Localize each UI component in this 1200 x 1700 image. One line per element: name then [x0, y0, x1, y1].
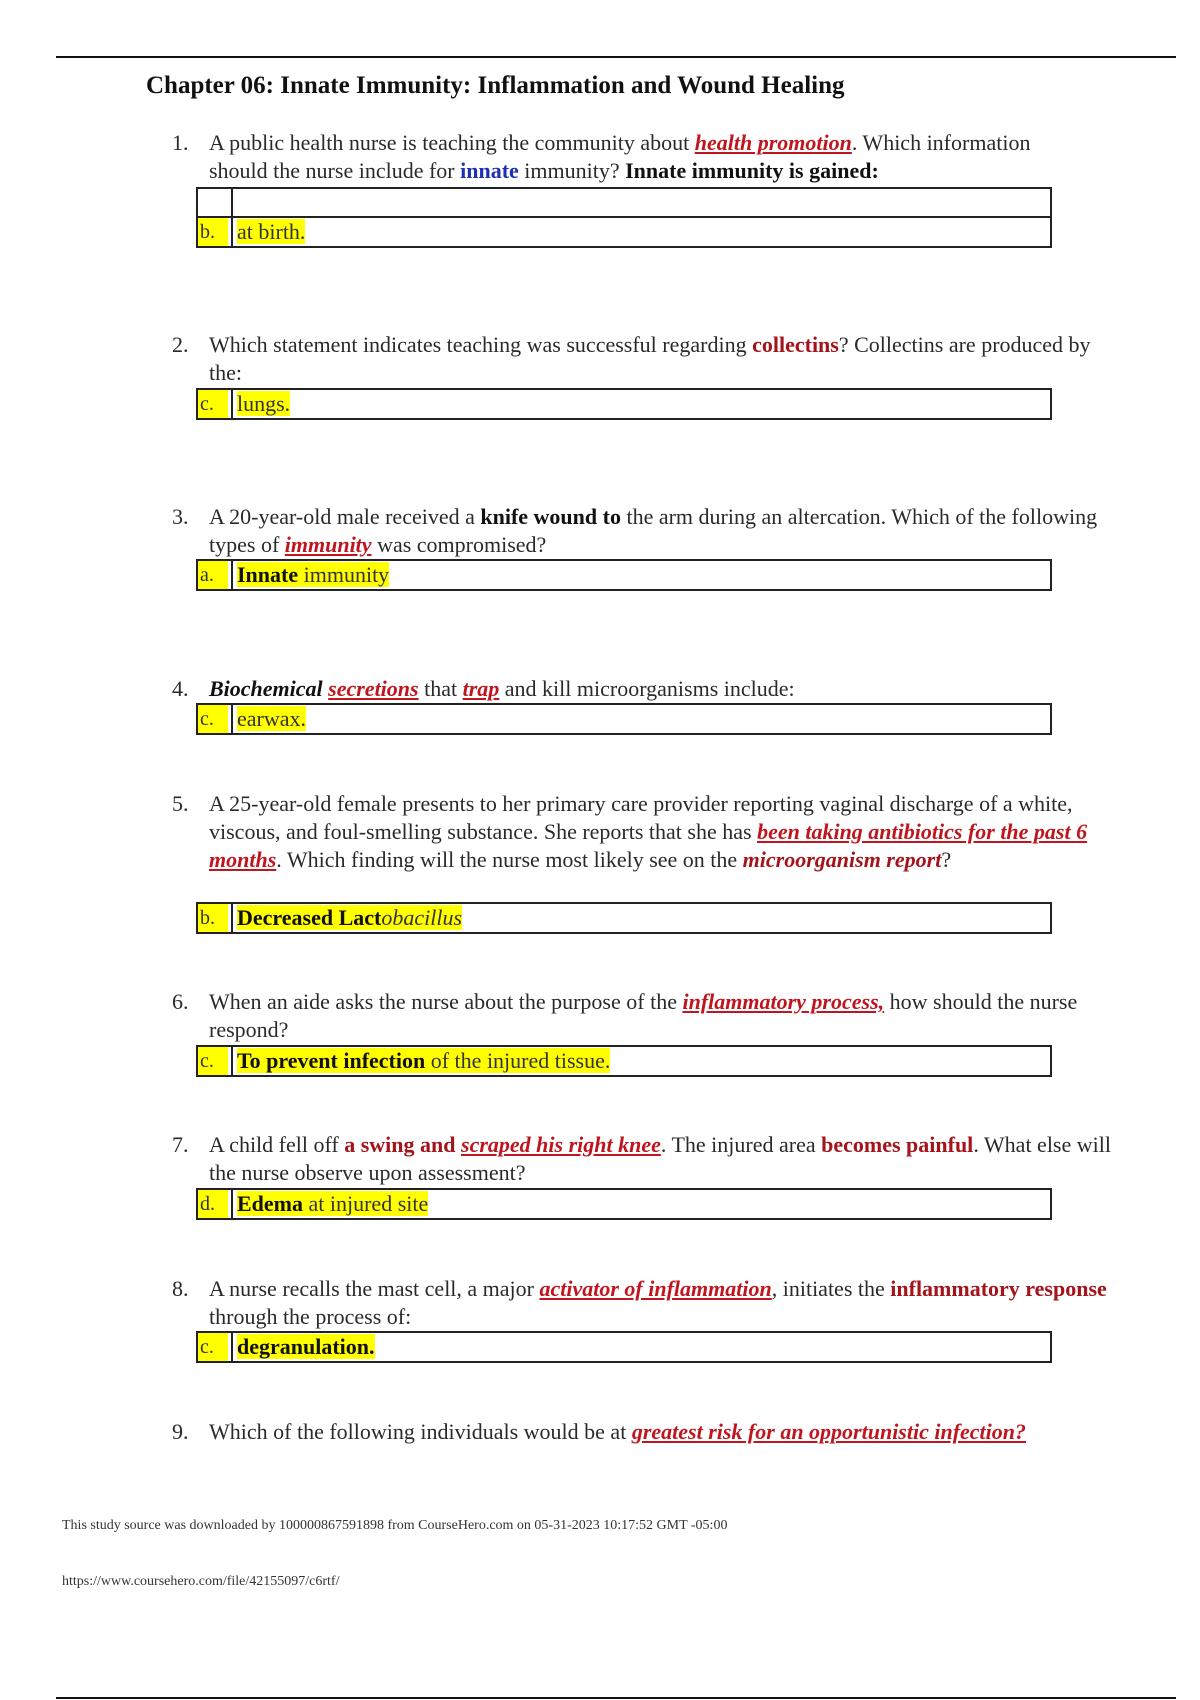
bottom-rule	[56, 1697, 1176, 1699]
question-5	[172, 790, 1112, 874]
answer-text: Decreased Lactobacillus	[237, 905, 463, 930]
download-source-note: This study source was downloaded by 100000867591898 from CourseHero.com on 05-31-2023 10:17:52 GMT -05:00	[62, 1518, 728, 1533]
answer-row	[196, 216, 1052, 248]
answer-row	[196, 902, 1052, 934]
question-number: 3.	[172, 504, 189, 529]
question-text: A public health nurse is teaching the community about health promotion. Which information should the nurse include for innate immunity? Innate immunity is gained:	[209, 130, 1031, 183]
answer-letter: c.	[198, 390, 228, 418]
question-6	[172, 988, 1112, 1044]
question-text: Biochemical secretions that trap and kill microorganisms include:	[209, 676, 795, 701]
question-text: A child fell off a swing and scraped his right knee. The injured area becomes painful. What else will the nurse observe upon assessment?	[209, 1132, 1111, 1185]
question-number: 8.	[172, 1276, 189, 1301]
question-3	[172, 503, 1112, 559]
source-url[interactable]: https://www.coursehero.com/file/42155097/c6rtf/	[62, 1574, 340, 1589]
answer-letter: c.	[198, 1333, 228, 1361]
answer-row	[196, 388, 1052, 420]
answer-text: earwax.	[237, 706, 307, 731]
question-text: A nurse recalls the mast cell, a major activator of inflammation, initiates the inflammatory response through the process of:	[209, 1276, 1107, 1329]
answer-row	[196, 1188, 1052, 1220]
question-text: When an aide asks the nurse about the purpose of the inflammatory process, how should the nurse respond?	[209, 989, 1078, 1042]
answer-row	[196, 1331, 1052, 1363]
question-text: Which of the following individuals would be at greatest risk for an opportunistic infection?	[209, 1419, 1027, 1444]
answer-table-blank-row	[196, 187, 1052, 217]
answer-text: Edema at injured site	[237, 1191, 429, 1216]
answer-letter: b.	[198, 218, 228, 246]
question-8	[172, 1275, 1112, 1331]
question-9	[172, 1418, 1112, 1446]
question-7	[172, 1131, 1112, 1187]
question-number: 6.	[172, 989, 189, 1014]
question-text: A 25-year-old female presents to her primary care provider reporting vaginal discharge of a white, viscous, and foul-smelling substance. She reports that she has been taking antibiotics for the past 6 months. Which finding will the nurse most likely see on the microorganism report?	[209, 791, 1088, 872]
question-text: A 20-year-old male received a knife wound to the arm during an altercation. Which of the following types of immunity was compromised?	[209, 504, 1098, 557]
question-text: Which statement indicates teaching was successful regarding collectins? Collectins are produced by the:	[209, 332, 1091, 385]
answer-letter: a.	[198, 561, 228, 589]
answer-text: degranulation.	[237, 1334, 375, 1359]
top-rule	[56, 56, 1176, 58]
answer-letter: c.	[198, 1047, 228, 1075]
question-number: 2.	[172, 332, 189, 357]
answer-text: To prevent infection of the injured tissue.	[237, 1048, 611, 1073]
answer-letter: c.	[198, 705, 228, 733]
question-number: 5.	[172, 791, 189, 816]
answer-text: at birth.	[237, 219, 306, 244]
question-number: 4.	[172, 676, 189, 701]
answer-row	[196, 703, 1052, 735]
question-1	[172, 129, 1112, 185]
question-number: 7.	[172, 1132, 189, 1157]
question-number: 1.	[172, 130, 189, 155]
question-number: 9.	[172, 1419, 189, 1444]
answer-text: Innate immunity	[237, 562, 390, 587]
answer-letter: d.	[198, 1190, 228, 1218]
answer-letter: b.	[198, 904, 228, 932]
answer-row	[196, 559, 1052, 591]
question-2	[172, 331, 1112, 387]
question-4	[172, 675, 1112, 703]
answer-text: lungs.	[237, 391, 291, 416]
page-title: Chapter 06: Innate Immunity: Inflammation and Wound Healing	[146, 72, 845, 99]
answer-row	[196, 1045, 1052, 1077]
